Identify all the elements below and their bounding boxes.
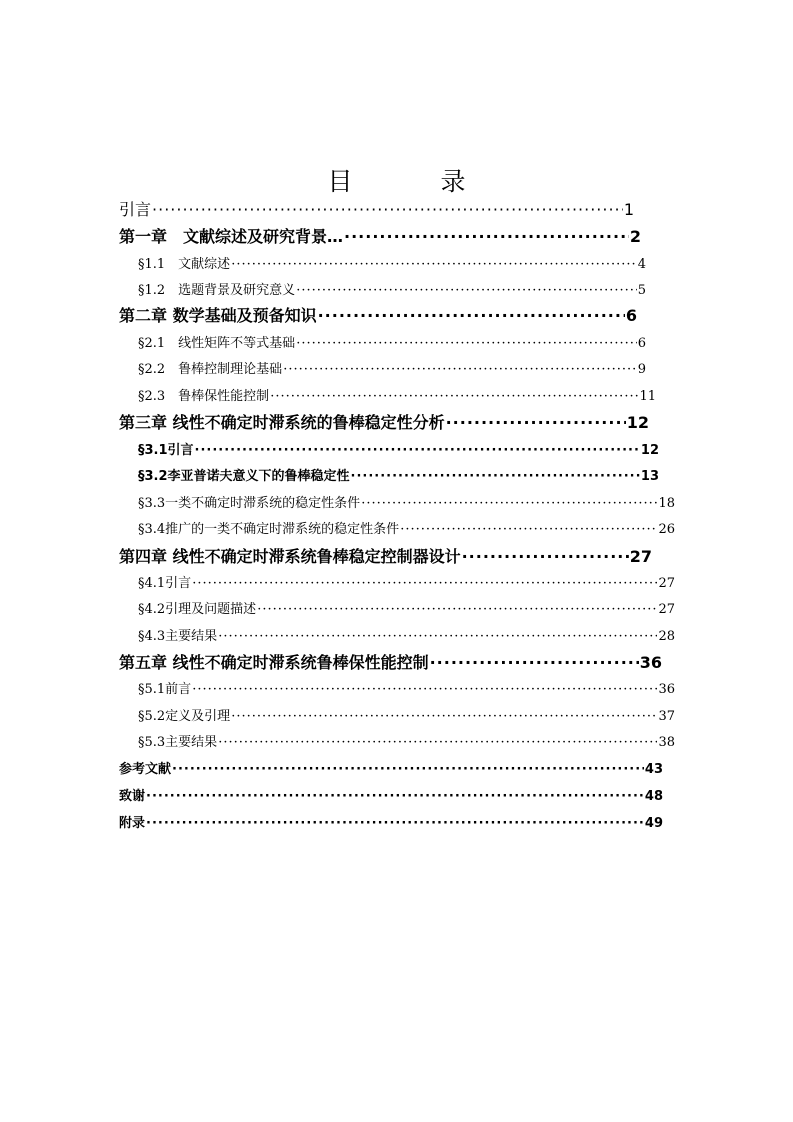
toc-entry-chapter-5[interactable] [119,650,662,673]
toc-page-number: 38 [658,735,675,750]
toc-entry-section-5-2[interactable] [138,705,675,724]
toc-page-number: 6 [637,336,646,351]
dot-leader [146,816,644,831]
toc-entry-label: 参考文献 [119,762,172,777]
toc-entry-section-5-1[interactable] [138,678,675,697]
toc-page-number: 5 [637,283,646,298]
dot-leader [446,413,626,432]
toc-entry-section-2-2[interactable] [138,358,646,377]
toc-page-number: 48 [644,789,663,804]
dot-leader [344,227,629,246]
toc-entry-section-3-4[interactable] [138,518,675,537]
toc-entry-section-4-1[interactable] [138,572,675,591]
dot-leader [430,653,639,672]
toc-page-number: 28 [658,629,675,644]
toc-page-number: 11 [639,389,656,404]
dot-leader [296,283,637,298]
toc-page-number: 1 [623,200,634,219]
toc-page-number: 18 [658,496,675,511]
dot-leader [192,576,657,591]
toc-page-number: 49 [644,816,663,831]
toc-page-number: 43 [644,762,663,777]
toc-entry-section-3-1[interactable] [138,439,659,458]
toc-entry-label: §2.1 线性矩阵不等式基础 [138,336,296,351]
toc-entry-label: §4.3主要结果 [138,629,218,644]
dot-leader [231,709,657,724]
toc-entry-label: 第二章 数学基础及预备知识 [119,306,317,325]
toc-page-number: 27 [658,602,675,617]
dot-leader [192,682,657,697]
toc-page-number: 37 [658,709,675,724]
toc-entry-section-4-3[interactable] [138,625,675,644]
dot-leader [361,496,657,511]
toc-title: 目 录 [327,167,506,196]
toc-entry-section-5-3[interactable] [138,731,675,750]
toc-page-number: 2 [629,227,641,246]
toc-entry-acknowledgements[interactable] [119,785,663,804]
toc-entry-label: §4.1引言 [138,576,192,591]
dot-leader [152,200,623,219]
toc-page-number: 27 [629,547,652,566]
toc-entry-preface[interactable] [119,197,634,220]
toc-entry-appendix[interactable] [119,812,663,831]
dot-leader [231,257,637,272]
toc-entry-label: 第三章 线性不确定时滞系统的鲁棒稳定性分析 [119,413,445,432]
toc-entry-label: §2.3 鲁棒保性能控制 [138,389,270,404]
toc-entry-section-2-1[interactable] [138,332,646,351]
dot-leader [257,602,657,617]
toc-entry-section-1-2[interactable] [138,279,646,298]
dot-leader [218,735,657,750]
toc-page-number: 6 [625,306,637,325]
dot-leader [218,629,657,644]
dot-leader [195,443,640,458]
toc-entry-label: §3.4推广的一类不确定时滞系统的稳定性条件 [138,522,400,537]
toc-page-number: 12 [640,443,659,458]
toc-entry-label: 第四章 线性不确定时滞系统鲁棒稳定控制器设计 [119,547,461,566]
dot-leader [400,522,657,537]
toc-entry-chapter-2[interactable] [119,303,637,326]
toc-page-number: 26 [658,522,675,537]
toc-page-number: 36 [658,682,675,697]
dot-leader [283,362,637,377]
dot-leader [172,762,644,777]
toc-entry-label: §3.1引言 [138,443,194,458]
toc-entry-chapter-3[interactable] [119,410,649,433]
toc-entry-label: §2.2 鲁棒控制理论基础 [138,362,283,377]
toc-entry-label: §1.2 选题背景及研究意义 [138,283,296,298]
toc-entry-label: 致谢 [119,789,146,804]
toc-entry-label: §3.3一类不确定时滞系统的稳定性条件 [138,496,361,511]
toc-page-number: 9 [637,362,646,377]
dot-leader [270,389,638,404]
toc-entry-label: 第五章 线性不确定时滞系统鲁棒保性能控制 [119,653,429,672]
toc-entry-chapter-4[interactable] [119,544,652,567]
toc-entry-label: §4.2引理及问题描述 [138,602,257,617]
toc-entry-references[interactable] [119,758,663,777]
toc-entry-section-3-3[interactable] [138,492,675,511]
toc-entry-label: 附录 [119,816,146,831]
dot-leader [318,306,625,325]
dot-leader [351,469,640,484]
toc-entry-label: 第一章 文献综述及研究背景… [119,227,344,246]
toc-entry-label: §1.1 文献综述 [138,257,231,272]
toc-entry-section-4-2[interactable] [138,598,675,617]
toc-entry-section-1-1[interactable] [138,253,646,272]
toc-page-number: 36 [639,653,662,672]
toc-page-number: 4 [637,257,646,272]
toc-page-number: 13 [640,469,659,484]
dot-leader [146,789,644,804]
toc-entry-chapter-1[interactable] [119,224,641,247]
toc-entry-label: §3.2李亚普诺夫意义下的鲁棒稳定性 [138,469,350,484]
toc-entry-section-3-2[interactable] [138,465,659,484]
toc-entry-label: §5.1前言 [138,682,192,697]
toc-page-number: 12 [626,413,649,432]
toc-entry-label: §5.3主要结果 [138,735,218,750]
dot-leader [296,336,637,351]
dot-leader [462,547,629,566]
toc-entry-section-2-3[interactable] [138,385,656,404]
toc-page-number: 27 [658,576,675,591]
toc-entry-label: 引言 [119,200,152,219]
toc-entry-label: §5.2定义及引理 [138,709,231,724]
